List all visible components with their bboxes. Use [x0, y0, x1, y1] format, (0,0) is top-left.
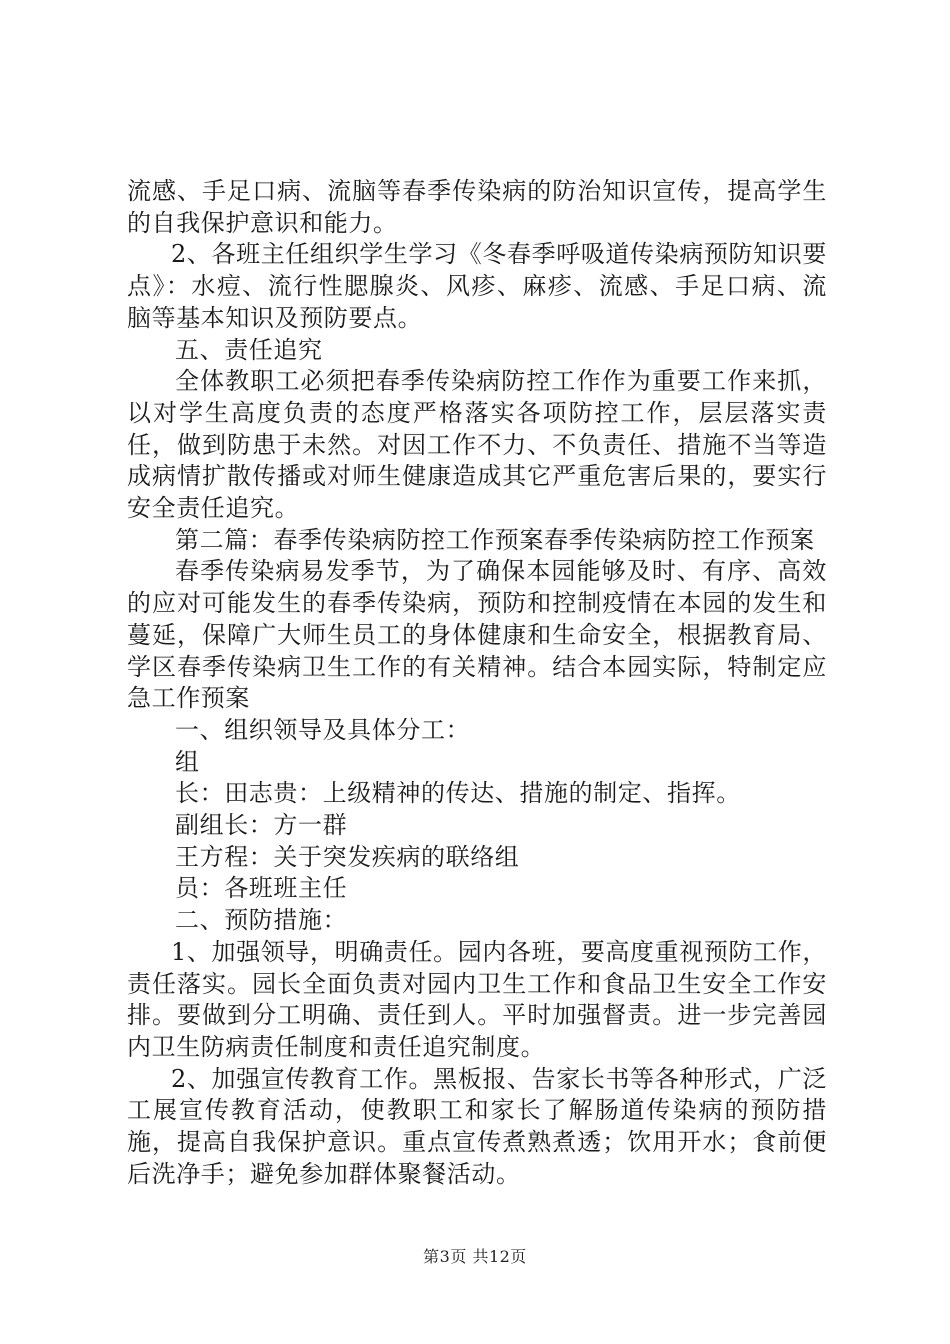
paragraph-14: 1、加强领导，明确责任。园内各班，要高度重视预防工作，责任落实。园长全面负责对园内卫生工作和食品卫生安全工作安排。要做到分工明确、责任到人。平时加强督责。进一步完善园内卫生防病责任制度和责任追究制度。: [127, 937, 827, 1061]
org-line-1: 组: [175, 747, 200, 776]
paragraph-2: 2、各班主任组织学生学习《冬春季呼吸道传染病预防知识要点》：水痘、流行性腮腺炎、风疹、麻疹、流感、手足口病、流脑等基本知识及预防要点。: [127, 240, 827, 332]
section-heading-1: 一、组织领导及具体分工：: [175, 715, 471, 744]
org-line-2: 长：田志贵：上级精神的传达、措施的制定、指挥。: [175, 779, 741, 808]
document-body: [127, 176, 827, 1191]
section-heading-2: 二、预防措施：: [175, 906, 348, 935]
org-line-5: 员：各班班主任: [175, 874, 348, 903]
paragraph-4: 全体教职工必须把春季传染病防控工作作为重要工作来抓，以对学生高度负责的态度严格落实各项防控工作，层层落实责任，做到防患于未然。对因工作不力、不负责任、措施不当等造成病情扩散传播或对师生健康造成其它严重危害后果的，要实行安全责任追究。: [127, 367, 827, 523]
paragraph-1: 流感、手足口病、流脑等春季传染病的防治知识宣传，提高学生的自我保护意识和能力。: [127, 177, 827, 237]
section-heading-5: 五、责任追究: [175, 335, 323, 364]
paragraph-6: 春季传染病易发季节，为了确保本园能够及时、有序、高效的应对可能发生的春季传染病，预防和控制疫情在本园的发生和蔓延，保障广大师生员工的身体健康和生命安全，根据教育局、学区春季传染病卫生工作的有关精神。结合本园实际，特制定应急工作预案: [127, 557, 827, 713]
chapter-heading-2: 第二篇：春季传染病防控工作预案春季传染病防控工作预案: [175, 525, 815, 554]
paragraph-15: 2、加强宣传教育工作。黑板报、告家长书等各种形式，广泛工展宣传教育活动，使教职工和家长了解肠道传染病的预防措施，提高自我保护意识。重点宣传煮熟煮透；饮用开水；食前便后洗净手；避免参加群体聚餐活动。: [127, 1064, 827, 1188]
page-footer: [0, 1244, 950, 1267]
org-line-4: 王方程：关于突发疾病的联络组: [175, 842, 520, 871]
page-number-label: 第3页 共12页: [423, 1247, 527, 1266]
org-line-3: 副组长：方一群: [175, 811, 348, 840]
